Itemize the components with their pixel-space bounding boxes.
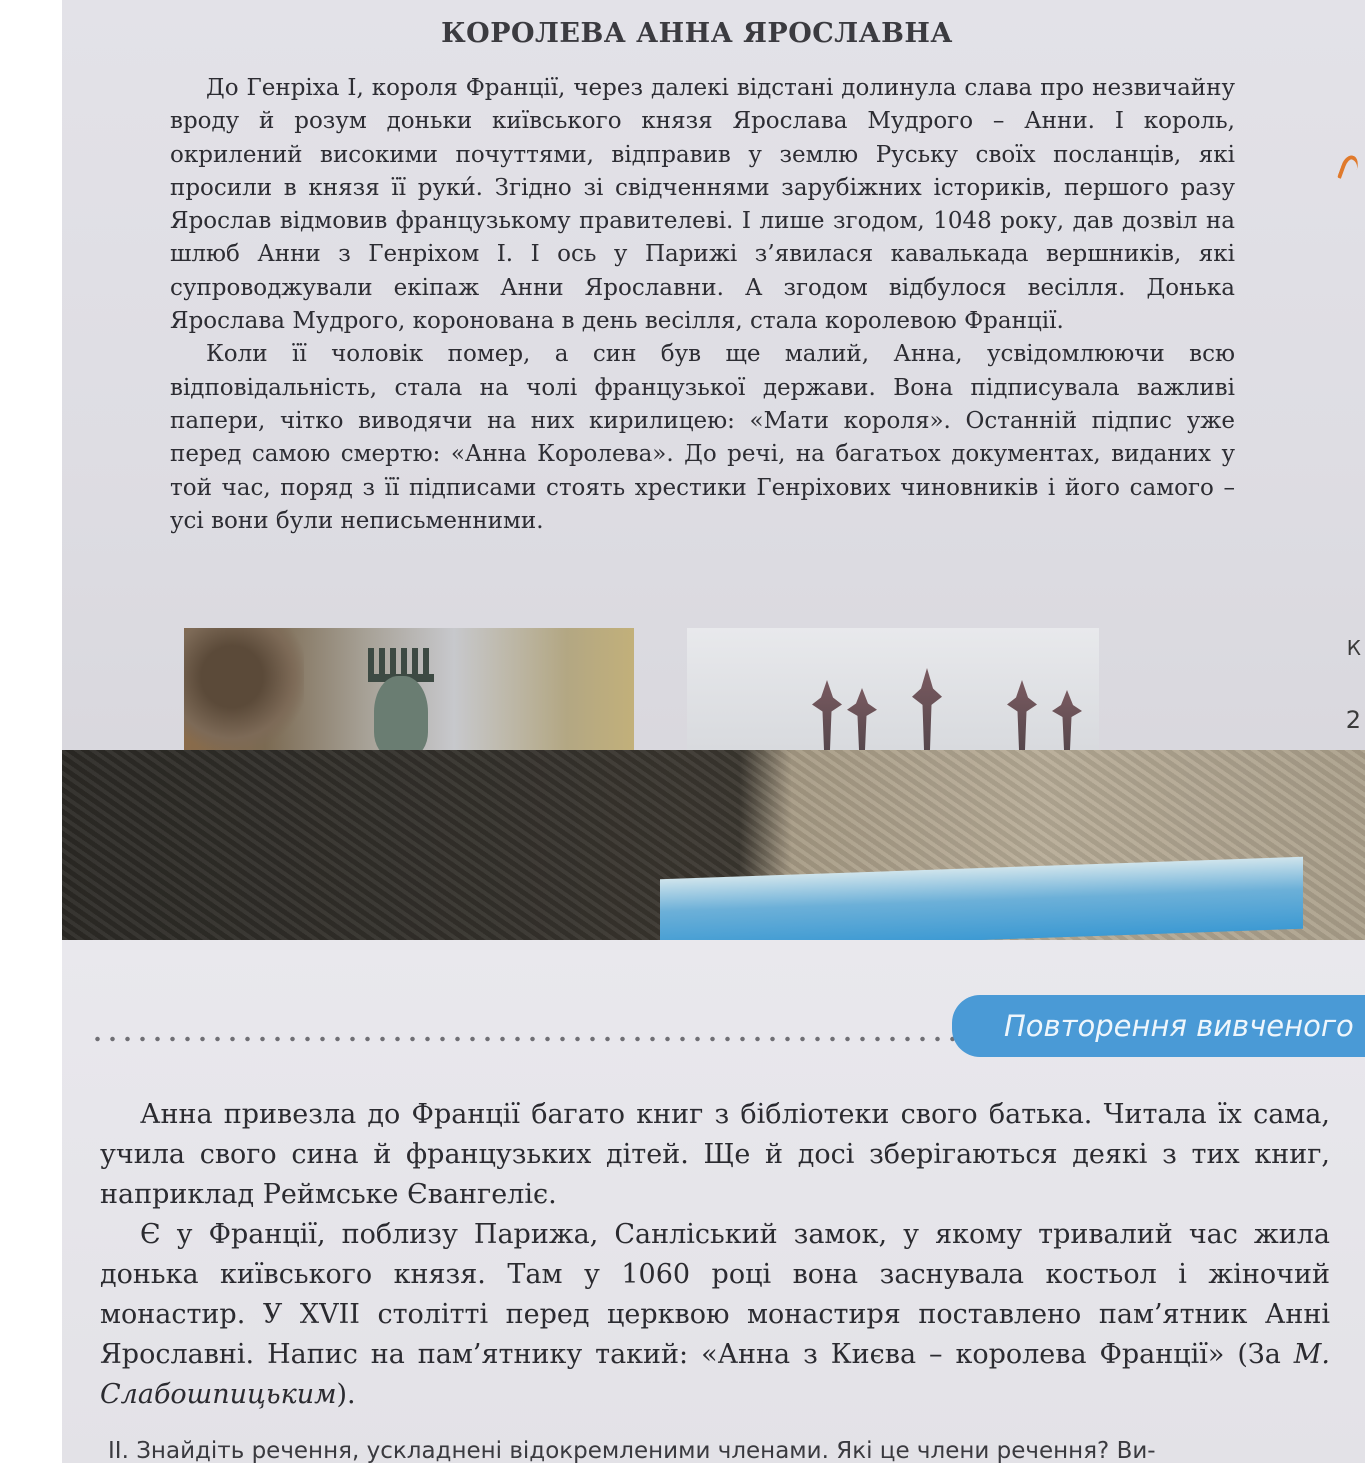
statue-photo <box>184 628 634 750</box>
margin-letter: К <box>1346 636 1361 660</box>
top-book-page <box>62 0 1365 750</box>
story-text <box>170 72 1235 538</box>
statue-head-shape <box>374 676 428 750</box>
fleur-de-lis-icon <box>847 688 877 750</box>
story-paragraph-2: Коли її чоловік помер, а син був ще малий, Анна, усвідомлюючи всю відповідальність, стала на чолі французької держави. Вона підписувала важливі папери, чітко виводячи на них кирилицею: «Мати короля». Останній підпис уже перед самою смертю: «Анна Королева». До речі, на багатьох документах, виданих у той час, поряд з її підписами стоять хрестики Генріхових чиновників і його самого – усі вони були неписьменними. <box>170 341 1235 534</box>
fleur-de-lis-icon <box>812 680 842 750</box>
fleur-de-lis-icon <box>912 668 942 750</box>
review-paragraph-2-end: ). <box>336 1379 356 1410</box>
exercise-task: II. Знайдіть речення, ускладнені відокремленими членами. Які це члени речення? Ви- <box>108 1438 1156 1463</box>
review-paragraph-2 <box>100 1215 1330 1415</box>
monument-fence-photo <box>687 628 1099 750</box>
source-author: М. Слабошпицьким <box>100 1339 1330 1410</box>
review-paragraph-1: Анна привезла до Франції багато книг з бібліотеки свого батька. Читала їх сама, учила свого сина й французьких дітей. Ще й досі зберігаються деякі з тих книг, наприклад Реймське Євангеліє. <box>100 1099 1330 1210</box>
review-text <box>100 1095 1330 1415</box>
bottom-book-page <box>62 940 1365 1463</box>
fleur-de-lis-icon <box>1052 690 1082 750</box>
margin-number: 2 <box>1345 706 1361 734</box>
story-paragraph-1: До Генріха І, короля Франції, через далекі відстані долинула слава про незвичайну вроду й розум доньки київського князя Ярослава Мудрого – Анни. І король, окрилений високими почуттями, відправив у землю Руську своїх посланців, які просили в князя її руки́. Згідно зі свідченнями зарубіжних істориків, першого разу Ярослав відмовив французькому правителеві. І лише згодом, 1048 року, дав дозвіл на шлюб Анни з Генріхом І. І ось у Парижі з’явилася кавалькада вершників, які супроводжували екіпаж Анни Ярославни. А згодом відбулося весілля. Донька Ярослава Мудрого, коронована в день весілля, стала королевою Франції. <box>170 75 1235 335</box>
review-paragraph-2-main: Є у Франції, поблизу Парижа, Санліський замок, у якому тривалий час жила донька київського князя. Там у 1060 році вона заснувала костьол і жіночий монастир. У XVII столітті перед церквою монастиря поставлено пам’ятник Анні Ярославні. Напис на пам’ятнику такий: «Анна з Києва – королева Франції» (За <box>100 1219 1330 1370</box>
section-badge: Повторення вивченого <box>952 995 1365 1057</box>
fleur-de-lis-icon <box>1007 680 1037 750</box>
dotted-divider <box>90 1036 960 1042</box>
page-title: КОРОЛЕВА АННА ЯРОСЛАВНА <box>441 18 953 49</box>
tree-shape <box>184 628 304 750</box>
orange-margin-icon <box>1337 153 1361 183</box>
